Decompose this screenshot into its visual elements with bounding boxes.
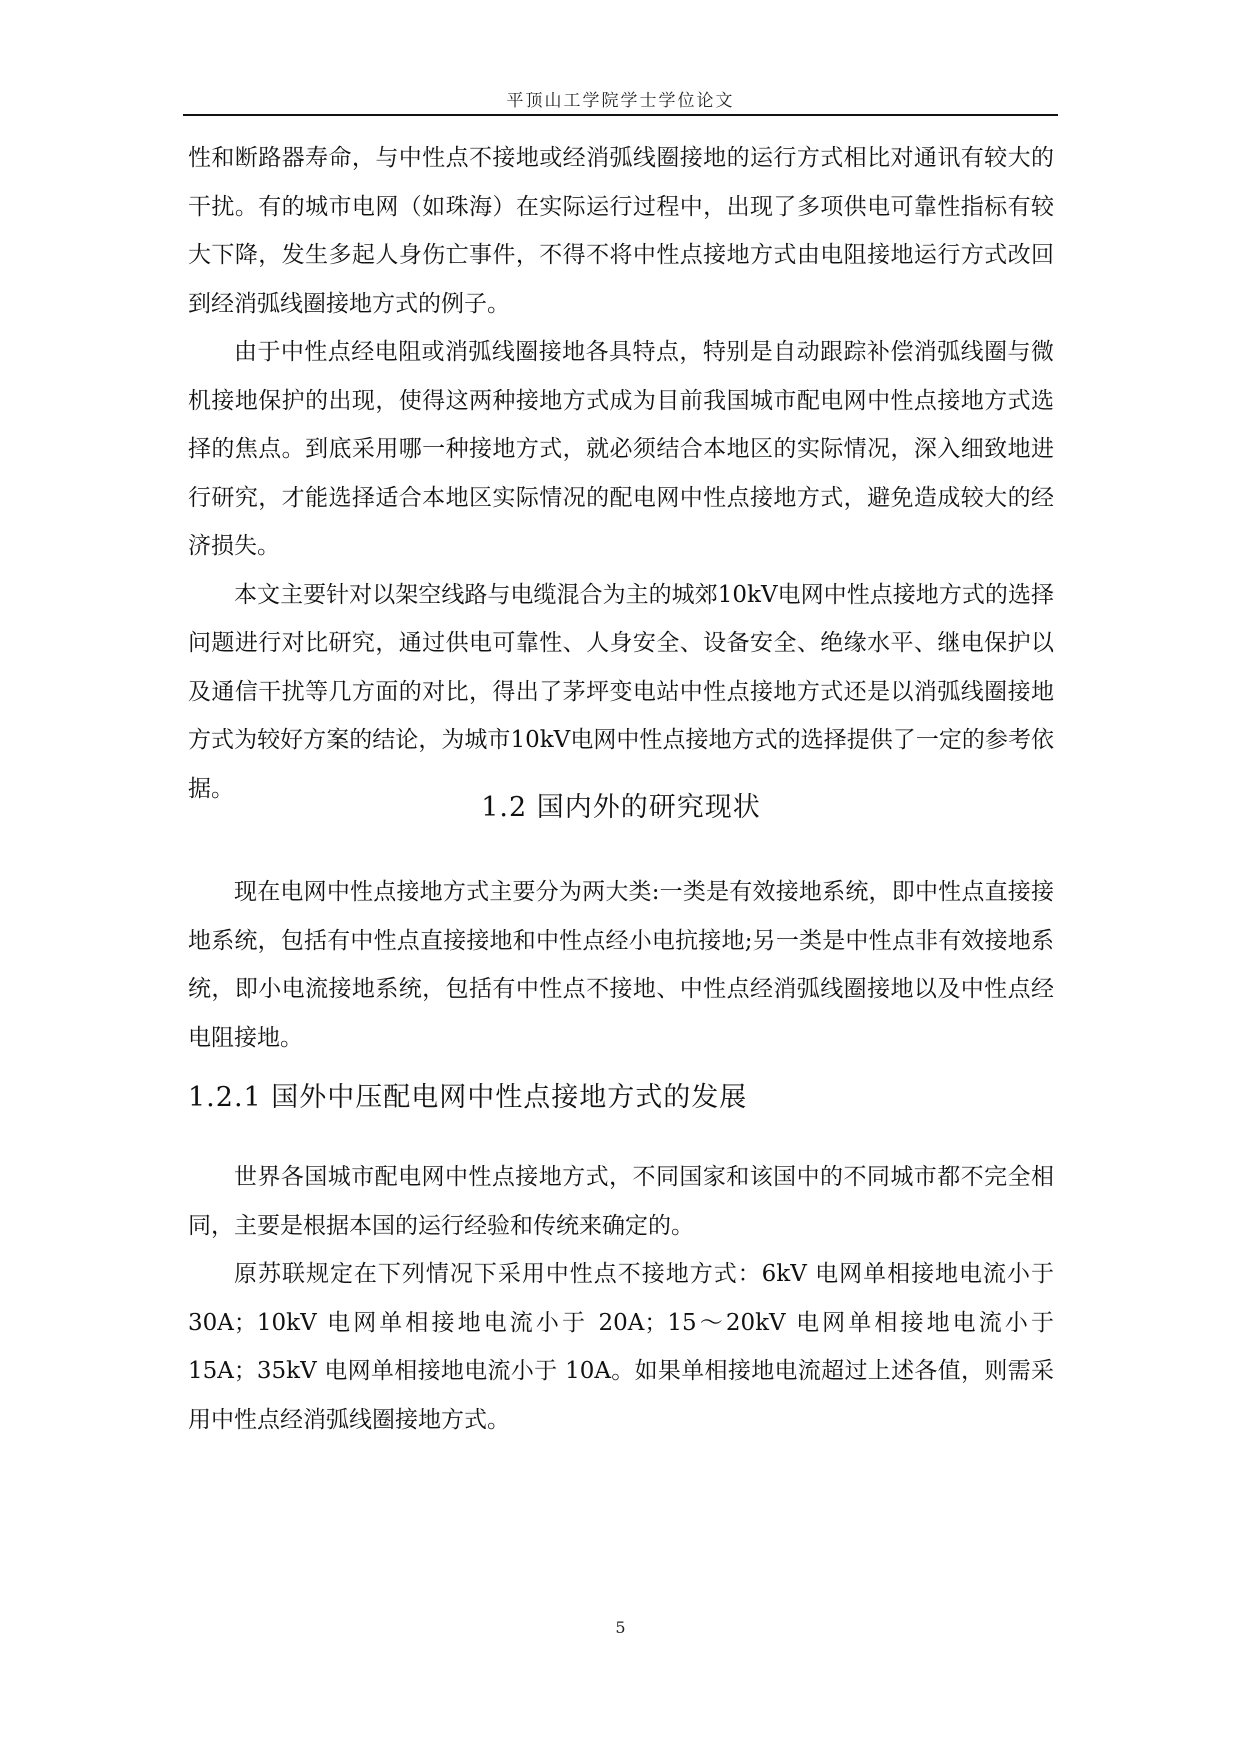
header-rule [183, 114, 1058, 116]
section-heading: 1.2 国内外的研究现状 [481, 792, 761, 823]
paragraph: 原苏联规定在下列情况下采用中性点不接地方式：6kV 电网单相接地电流小于 30A；10kV 电网单相接地电流小于 20A；15～20kV 电网单相接地电流小于 15A；35kV 电网单相接地电流小于 10A。如果单相接地电流超过上述各值，则需采用中性点经消弧线圈接地方式。 [188, 1261, 1054, 1433]
running-header: 平顶山工学院学士学位论文 [506, 91, 735, 111]
paragraph: 本文主要针对以架空线路与电缆混合为主的城郊10kV电网中性点接地方式的选择问题进行对比研究，通过供电可靠性、人身安全、设备安全、绝缘水平、继电保护以及通信干扰等几方面的对比，得出了茅坪变电站中性点接地方式还是以消弧线圈接地方式为较好方案的结论，为城市10kV电网中性点接地方式的选择提供了一定的参考依据。 [188, 581, 1054, 802]
paragraph: 现在电网中性点接地方式主要分为两大类:一类是有效接地系统，即中性点直接接地系统，包括有中性点直接接地和中性点经小电抗接地;另一类是中性点非有效接地系统，即小电流接地系统，包括有中性点不接地、中性点经消弧线圈接地以及中性点经电阻接地。 [188, 879, 1054, 1051]
page-number: 5 [615, 1618, 626, 1637]
subsection-heading: 1.2.1 国外中压配电网中性点接地方式的发展 [188, 1082, 748, 1113]
paragraph: 由于中性点经电阻或消弧线圈接地各具特点，特别是自动跟踪补偿消弧线圈与微机接地保护的出现，使得这两种接地方式成为目前我国城市配电网中性点接地方式选择的焦点。到底采用哪一种接地方式，就必须结合本地区的实际情况，深入细致地进行研究，才能选择适合本地区实际情况的配电网中性点接地方式，避免造成较大的经济损失。 [188, 339, 1054, 559]
section-1-2-block [188, 868, 1054, 1062]
intro-block [188, 134, 1054, 813]
paragraph: 性和断路器寿命，与中性点不接地或经消弧线圈接地的运行方式相比对通讯有较大的干扰。有的城市电网（如珠海）在实际运行过程中，出现了多项供电可靠性指标有较大下降，发生多起人身伤亡事件，不得不将中性点接地方式由电阻接地运行方式改回到经消弧线圈接地方式的例子。 [188, 145, 1054, 317]
section-1-2-1-block [188, 1153, 1054, 1444]
paragraph: 世界各国城市配电网中性点接地方式，不同国家和该国中的不同城市都不完全相同，主要是根据本国的运行经验和传统来确定的。 [188, 1164, 1054, 1239]
